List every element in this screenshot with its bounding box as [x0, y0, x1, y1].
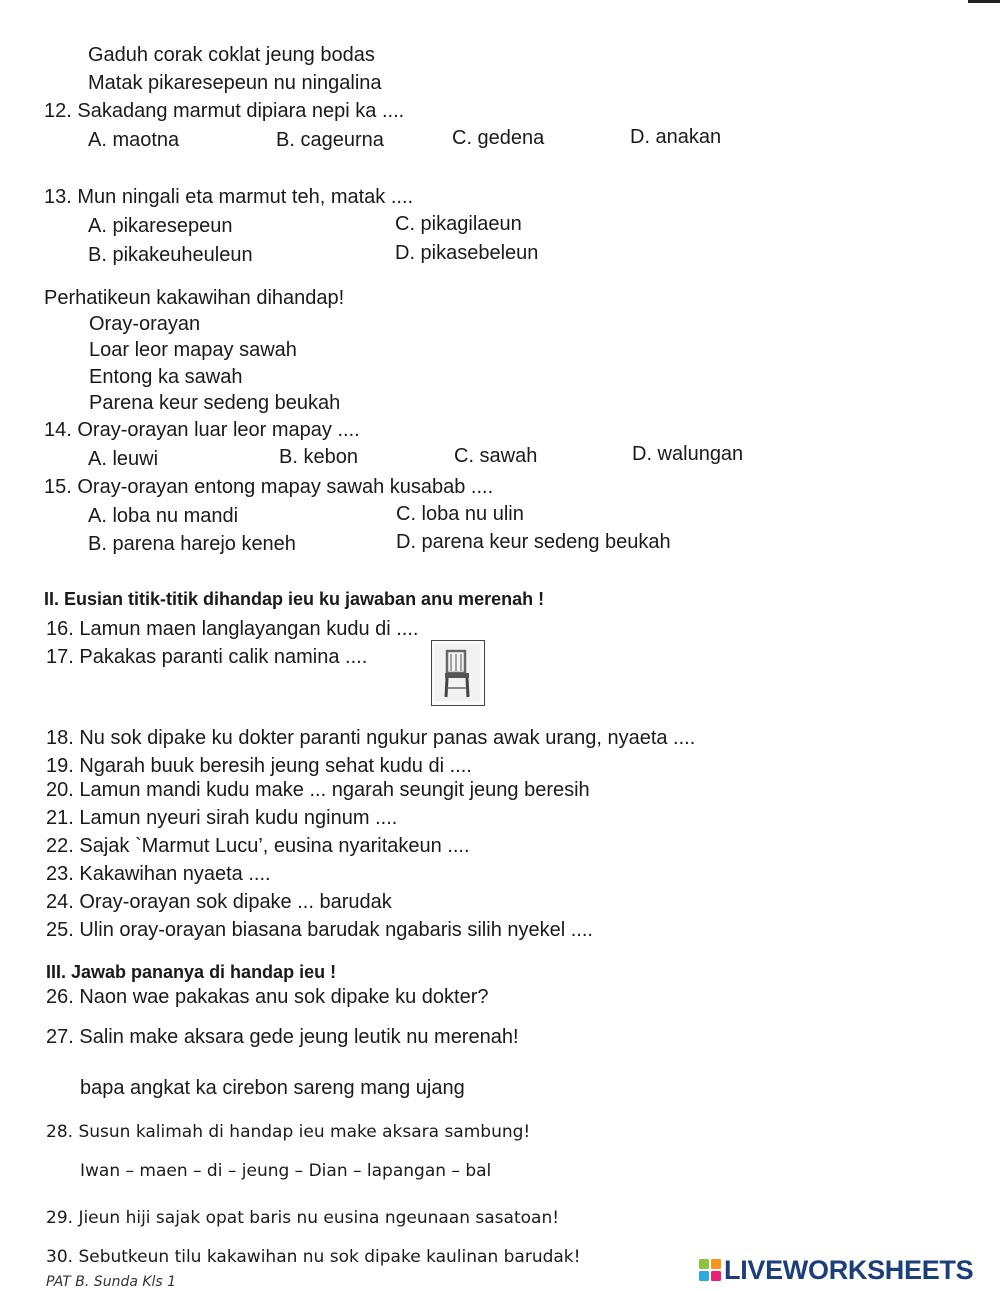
q14-option-c[interactable]: C. sawah: [454, 445, 538, 467]
song-line-3: Entong ka sawah: [89, 366, 243, 388]
item-28-text: Iwan – maen – di – jeung – Dian – lapangan – bal: [80, 1161, 492, 1181]
q13-option-d[interactable]: D. pikasebeleun: [395, 242, 539, 264]
q15-option-a[interactable]: A. loba nu mandi: [88, 505, 239, 527]
footer-label: PAT B. Sunda Kls 1: [46, 1274, 177, 1290]
item-20: 20. Lamun mandi kudu make ... ngarah seungit jeung beresih: [46, 779, 590, 801]
liveworksheets-brand[interactable]: [698, 1255, 973, 1285]
item-21: 21. Lamun nyeuri sirah kudu nginum ....: [46, 807, 398, 829]
question-14-stem: 14. Oray-orayan luar leor mapay ....: [44, 419, 360, 441]
item-19: 19. Ngarah buuk beresih jeung sehat kudu di ....: [46, 755, 472, 777]
song-intro: Perhatikeun kakawihan dihandap!: [44, 287, 345, 309]
item-17: 17. Pakakas paranti calik namina ....: [46, 646, 368, 668]
q13-option-c[interactable]: C. pikagilaeun: [395, 213, 522, 235]
brand-name: LIVEWORKSHEETS: [724, 1254, 974, 1285]
question-13-stem: 13. Mun ningali eta marmut teh, matak ....: [44, 186, 414, 208]
q15-option-b[interactable]: B. parena harejo keneh: [88, 533, 296, 555]
q12-option-c[interactable]: C. gedena: [452, 127, 545, 149]
item-22: 22. Sajak `Marmut Lucu’, eusina nyaritakeun ....: [46, 835, 470, 857]
q13-option-a[interactable]: A. pikaresepeun: [88, 215, 233, 237]
item-18: 18. Nu sok dipake ku dokter paranti ngukur panas awak urang, nyaeta ....: [46, 727, 696, 749]
section-2-title: II. Eusian titik-titik dihandap ieu ku jawaban anu merenah !: [44, 589, 545, 609]
header-line-1: Gaduh corak coklat jeung bodas: [88, 44, 375, 66]
item-30: 30. Sebutkeun tilu kakawihan nu sok dipake kaulinan barudak!: [46, 1247, 581, 1267]
item-28: 28. Susun kalimah di handap ieu make aksara sambung!: [46, 1122, 531, 1142]
q14-option-a[interactable]: A. leuwi: [88, 448, 159, 470]
q12-option-b[interactable]: B. cageurna: [276, 129, 384, 151]
item-24: 24. Oray-orayan sok dipake ... barudak: [46, 891, 392, 913]
q12-option-d[interactable]: D. anakan: [630, 126, 722, 148]
q14-option-d[interactable]: D. walungan: [632, 443, 744, 465]
q15-option-c[interactable]: C. loba nu ulin: [396, 503, 524, 525]
chair-icon: [432, 641, 483, 704]
top-edge-mark: [968, 0, 1000, 3]
header-line-2: Matak pikaresepeun nu ningalina: [88, 72, 382, 94]
section-3-title: III. Jawab pananya di handap ieu !: [46, 962, 337, 982]
question-15-stem: 15. Oray-orayan entong mapay sawah kusabab ....: [44, 476, 494, 498]
q14-option-b[interactable]: B. kebon: [279, 446, 358, 468]
q15-option-d[interactable]: D. parena keur sedeng beukah: [396, 531, 671, 553]
q13-option-b[interactable]: B. pikakeuheuleun: [88, 244, 253, 266]
item-29: 29. Jieun hiji sajak opat baris nu eusina ngeunaan sasatoan!: [46, 1208, 560, 1228]
item-27: 27. Salin make aksara gede jeung leutik nu merenah!: [46, 1026, 519, 1048]
item-23: 23. Kakawihan nyaeta ....: [46, 863, 271, 885]
item-27-text: bapa angkat ka cirebon sareng mang ujang: [80, 1077, 465, 1099]
question-12-stem: 12. Sakadang marmut dipiara nepi ka ....: [44, 100, 405, 122]
item-26: 26. Naon wae pakakas anu sok dipake ku dokter?: [46, 986, 489, 1008]
song-line-1: Oray-orayan: [89, 313, 201, 335]
song-line-2: Loar leor mapay sawah: [89, 339, 297, 361]
item-16: 16. Lamun maen langlayangan kudu di ....: [46, 618, 419, 640]
chair-picture: [431, 640, 485, 706]
q12-option-a[interactable]: A. maotna: [88, 129, 180, 151]
liveworksheets-logo-icon: [698, 1258, 722, 1282]
item-25: 25. Ulin oray-orayan biasana barudak ngabaris silih nyekel ....: [46, 919, 593, 941]
song-line-4: Parena keur sedeng beukah: [89, 392, 341, 414]
